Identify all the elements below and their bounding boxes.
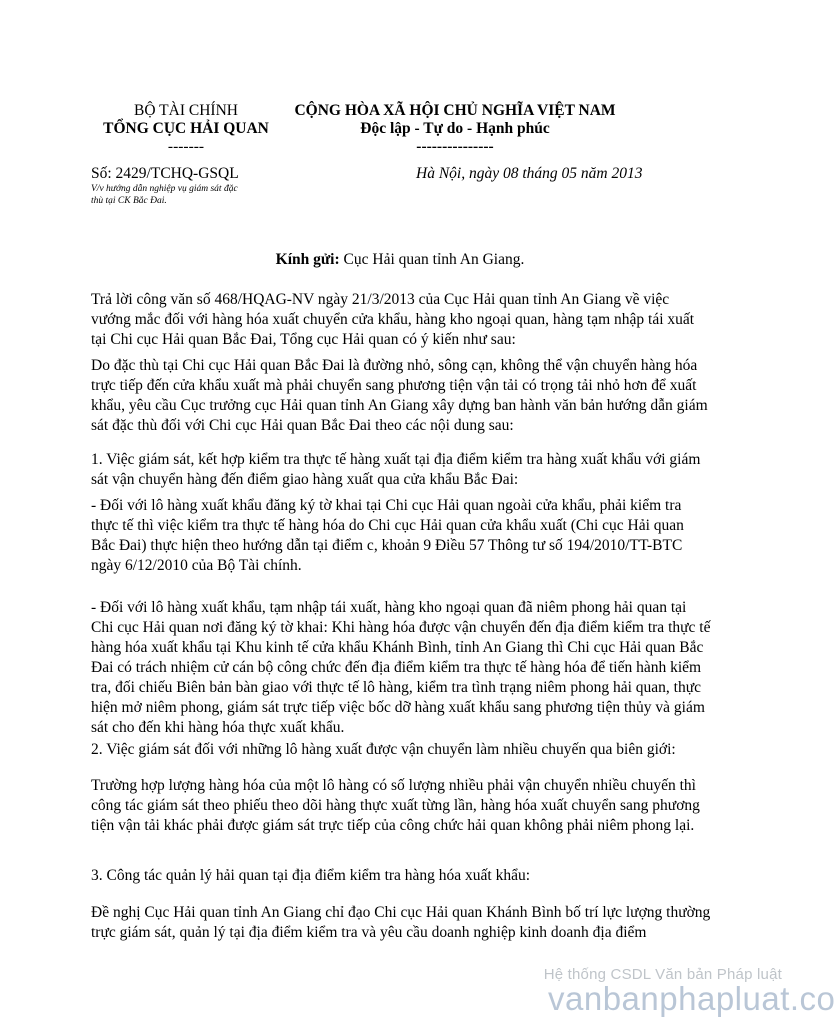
agency-rule: -------	[167, 138, 205, 155]
national-header	[290, 102, 620, 156]
doc-number: Số: 2429/TCHQ-GSQL	[91, 165, 239, 182]
agency-header	[90, 102, 282, 156]
agency-name: TỔNG CỤC HẢI QUAN	[103, 120, 269, 137]
watermark-caption: Hệ thống CSDL Văn bản Pháp luật	[543, 966, 782, 983]
paragraph-6: 2. Việc giám sát đối với những lô hàng xuất được vận chuyển làm nhiều chuyến qua biên giới:	[91, 741, 676, 758]
watermark-site: vanbanphapluat.co	[548, 980, 835, 1017]
paragraph-1: Trả lời công văn số 468/HQAG-NV ngày 21/3/2013 của Cục Hải quan tỉnh An Giang về việc vướng mắc đối với hàng hóa xuất chuyển cửa khẩu, hàng kho ngoại quan, hàng tạm nhập tái xuất tại Chi cục Hải quan Bắc Đai, Tổng cục Hải quan có ý kiến như sau:	[91, 291, 695, 348]
recipient-label: Kính gửi:	[275, 251, 340, 268]
paragraph-3: 1. Việc giám sát, kết hợp kiểm tra thực tế hàng xuất tại địa điểm kiểm tra hàng xuất khẩu với giám sát vận chuyển hàng đến điểm giao hàng xuất qua cửa khẩu Bắc Đai:	[91, 451, 701, 488]
paragraph-9: Đề nghị Cục Hải quan tỉnh An Giang chỉ đạo Chi cục Hải quan Khánh Bình bố trí lực lượng thường trực giám sát, quản lý tại địa điểm kiểm tra và yêu cầu doanh nghiệp kinh doanh địa điểm	[91, 904, 711, 941]
national-motto: Độc lập - Tự do - Hạnh phúc	[360, 120, 550, 137]
paragraph-4: - Đối với lô hàng xuất khẩu đăng ký tờ khai tại Chi cục Hải quan ngoài cửa khẩu, phải kiểm tra thực tế thì việc kiểm tra thực tế hàng hóa do Chi cục Hải quan cửa khẩu xuất (Chi cục Hải quan Bắc Đai) thực hiện theo hướng dẫn tại điểm c, khoản 9 Điều 57 Thông tư số 194/2010/TT-BTC ngày 6/12/2010 của Bộ Tài chính.	[91, 497, 684, 574]
paragraph-8: 3. Công tác quản lý hải quan tại địa điểm kiểm tra hàng hóa xuất khẩu:	[91, 867, 531, 884]
place-date: Hà Nội, ngày 08 tháng 05 năm 2013	[416, 165, 643, 182]
doc-subject	[91, 183, 291, 207]
doc-subject-line-1: V/v hướng dẫn nghiệp vụ giám sát đặc	[91, 184, 238, 194]
doc-subject-line-2: thù tại CK Bắc Đai.	[91, 196, 167, 206]
recipient-line	[0, 251, 800, 269]
paragraph-5: - Đối với lô hàng xuất khẩu, tạm nhập tái xuất, hàng kho ngoại quan đã niêm phong hải quan tại Chi cục Hải quan nơi đăng ký tờ khai: Khi hàng hóa được vận chuyển đến địa điểm kiểm tra thực tế hàng hóa xuất khẩu tại Khu kinh tế cửa khẩu Khánh Bình, tỉnh An Giang thì Chi cục Hải quan Bắc Đai có trách nhiệm cử cán bộ công chức đến địa điểm kiểm tra thực tế hàng hóa để tiến hành kiểm tra, đối chiếu Biên bản bàn giao với thực tế lô hàng, kiểm tra tình trạng niêm phong hải quan, thực hiện mở niêm phong, giám sát trực tiếp việc bốc dỡ hàng xuất khẩu sang phương tiện thủy và giám sát cho đến khi hàng hóa thực xuất khẩu.	[91, 599, 711, 736]
paragraph-2: Do đặc thù tại Chi cục Hải quan Bắc Đai là đường nhỏ, sông cạn, không thể vận chuyển hàng hóa trực tiếp đến cửa khẩu xuất mà phải chuyển sang phương tiện vận tải có trọng tải nhỏ hơn để xuất khẩu, yêu cầu Cục trưởng cục Hải quan tỉnh An Giang xây dựng ban hành văn bản hướng dẫn giám sát đặc thù đối với Chi cục Hải quan Bắc Đai theo các nội dung sau:	[91, 357, 708, 434]
ministry-name: BỘ TÀI CHÍNH	[134, 102, 238, 119]
paragraph-7: Trường hợp lượng hàng hóa của một lô hàng có số lượng nhiều phải vận chuyển nhiều chuyến thì công tác giám sát theo phiếu theo dõi hàng thực xuất từng lần, hàng hóa xuất chuyển sang phương tiện vận tải khác phải được giám sát trực tiếp của công chức hải quan không phải niêm phong lại.	[91, 777, 700, 834]
recipient-name: Cục Hải quan tỉnh An Giang.	[339, 251, 525, 268]
national-rule: ---------------	[416, 138, 494, 155]
country-name: CỘNG HÒA XÃ HỘI CHỦ NGHĨA VIỆT NAM	[294, 102, 616, 119]
